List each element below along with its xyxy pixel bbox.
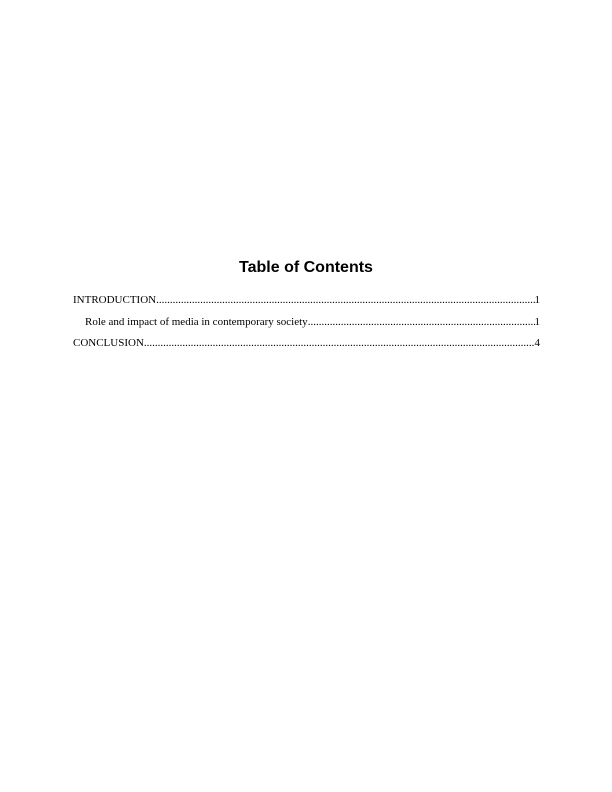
toc-entry-label: Role and impact of media in contemporary society (85, 315, 308, 328)
toc-entry-conclusion[interactable] (73, 335, 540, 357)
toc-page-number: 1 (534, 294, 540, 306)
toc-page-number: 4 (534, 337, 540, 349)
toc-dot-leader (308, 314, 535, 330)
toc-entry-label: INTRODUCTION (73, 294, 157, 306)
toc-dot-leader (144, 335, 535, 351)
toc-title: Table of Contents (239, 259, 373, 276)
toc-entry-role-and-impact[interactable] (73, 314, 540, 336)
table-of-contents (73, 292, 540, 357)
toc-dot-leader (156, 292, 534, 308)
toc-entry-label: CONCLUSION (73, 337, 144, 349)
toc-entry-introduction[interactable] (73, 292, 540, 314)
toc-page-number: 1 (534, 315, 540, 328)
